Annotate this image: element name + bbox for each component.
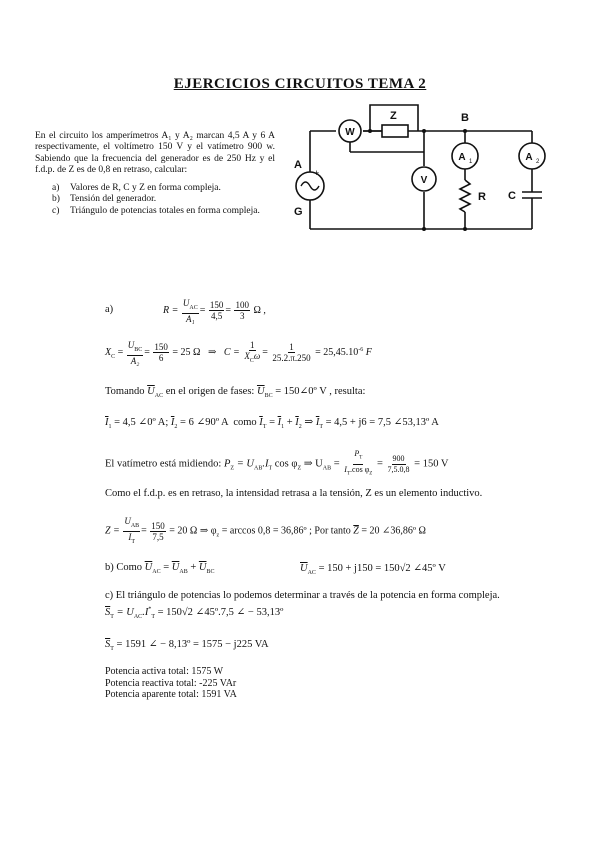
part-b-line: b) Como $\overline{U}_{AC} = \overline{U}_{AB} + \overline{U}_{BC}$ — [105, 562, 215, 576]
question-list — [52, 183, 274, 217]
svg-text:A: A — [525, 152, 533, 163]
currents-line: $\overline{I}_1 = 4,5$ ∠0º A; $\overline{I}_2 = 6$ ∠90º A como $\overline{I}_T = \overline{I}_1 + \overline{I}_2$ ⇒ $\overline{I}_T = 4,5 + j6 = 7,5$ ∠53,13º A — [105, 417, 439, 431]
eq-st-1: $\overline{S}_T = U_{AC}.I^*_T = 150√2$ ∠45º.7,5 ∠ − 53,13º — [105, 606, 284, 621]
eq-r: R = $\frac{U_{AC}}{\text{A₁}}$ = $\frac{150}{4,5}$ = $\frac{100}{3}$ Ω , — [163, 298, 266, 324]
node-label-b: B — [461, 112, 469, 124]
list-item: a) Valores de R, C y Z en forma compleja. — [52, 183, 221, 193]
problem-statement: En el circuito los amperímetros A₁ y A₂ marcan 4,5 A y 6 A respectivamente, el voltímetro 150 V y el vatímetro 900 w. Sabiendo que la frecuencia del generador es de 250 Hz y el f.d.p. de Z es de 0,8 en retraso, calcular: — [35, 131, 275, 175]
eq-xc: $X_C$ = $\frac{U_{BC}}{\text{A₂}}$ = $\frac{150}{6}$ = 25 Ω ⇒ C = $\frac{1}{X_C\omega}$ = $\frac{1}{25.2.\pi.250}$ = $25,45.10^{-6}$ F — [105, 340, 372, 366]
label-c: C — [508, 190, 516, 202]
svg-text:+: + — [314, 168, 320, 178]
eq-st-2: $\overline{S}_T = 1591$ ∠ − 8,13º = 1575 − j225 VA — [105, 639, 269, 653]
svg-text:2: 2 — [536, 159, 540, 165]
z-impedance — [382, 125, 408, 137]
phase-origin-line: Tomando $\overline{U}_{AC}$ en el origen de fases: $\overline{U}_{BC}$ = 150∠0º V , resulta: — [105, 386, 366, 400]
circuit-diagram — [283, 100, 553, 240]
node-label-a: A — [294, 159, 302, 171]
totals-block — [105, 666, 237, 701]
part-a-label: a) — [105, 304, 114, 315]
page-title: EJERCICIOS CIRCUITOS TEMA 2 — [173, 76, 427, 92]
eq-z: Z = $\frac{U_{AB}}{I_T}$ = $\frac{150}{7,5}$ = 20 Ω ⇒ $\varphi_z = \arccos 0,8$ = 36,86º ; Por tanto $\overline{Z} = 20$ ∠36,86º Ω — [105, 516, 426, 545]
node-label-g: G — [294, 206, 303, 218]
total-apparent-power: Potencia aparente total: 1591 VA — [105, 689, 237, 700]
svg-text:A: A — [458, 152, 466, 163]
list-item: c) Triángulo de potencias totales en forma compleja. — [52, 205, 260, 216]
label-r: R — [478, 191, 486, 203]
wattmeter-line: El vatímetro está midiendo: $P_Z = U_{AB}.I_T$ $\cos \varphi_Z$ ⇒ $U_{AB}$ = $\frac{P_T}{I_T.\cos \varphi_Z}$ = $\frac{900}{7,5.0,8}$ = 150 V — [105, 449, 449, 477]
svg-text:W: W — [345, 127, 355, 138]
total-active-power: Potencia activa total: 1575 W — [105, 666, 224, 677]
fdp-line: Como el f.d.p. es en retraso, la intensidad retrasa a la tensión, Z es un elemento inductivo. — [105, 488, 483, 499]
svg-text:V: V — [420, 175, 428, 186]
total-reactive-power: Potencia reactiva total: -225 VAr — [105, 677, 237, 689]
svg-text:1: 1 — [469, 159, 473, 165]
part-c-line: c) El triángulo de potencias lo podemos determinar a través de la potencia en forma compleja. — [105, 590, 500, 601]
uac-result: $\overline{U}_{AC} = 150 + j150 = 150√2$ ∠45º V — [300, 563, 446, 577]
list-item: b) Tensión del generador. — [52, 194, 157, 205]
label-z: Z — [390, 110, 397, 122]
